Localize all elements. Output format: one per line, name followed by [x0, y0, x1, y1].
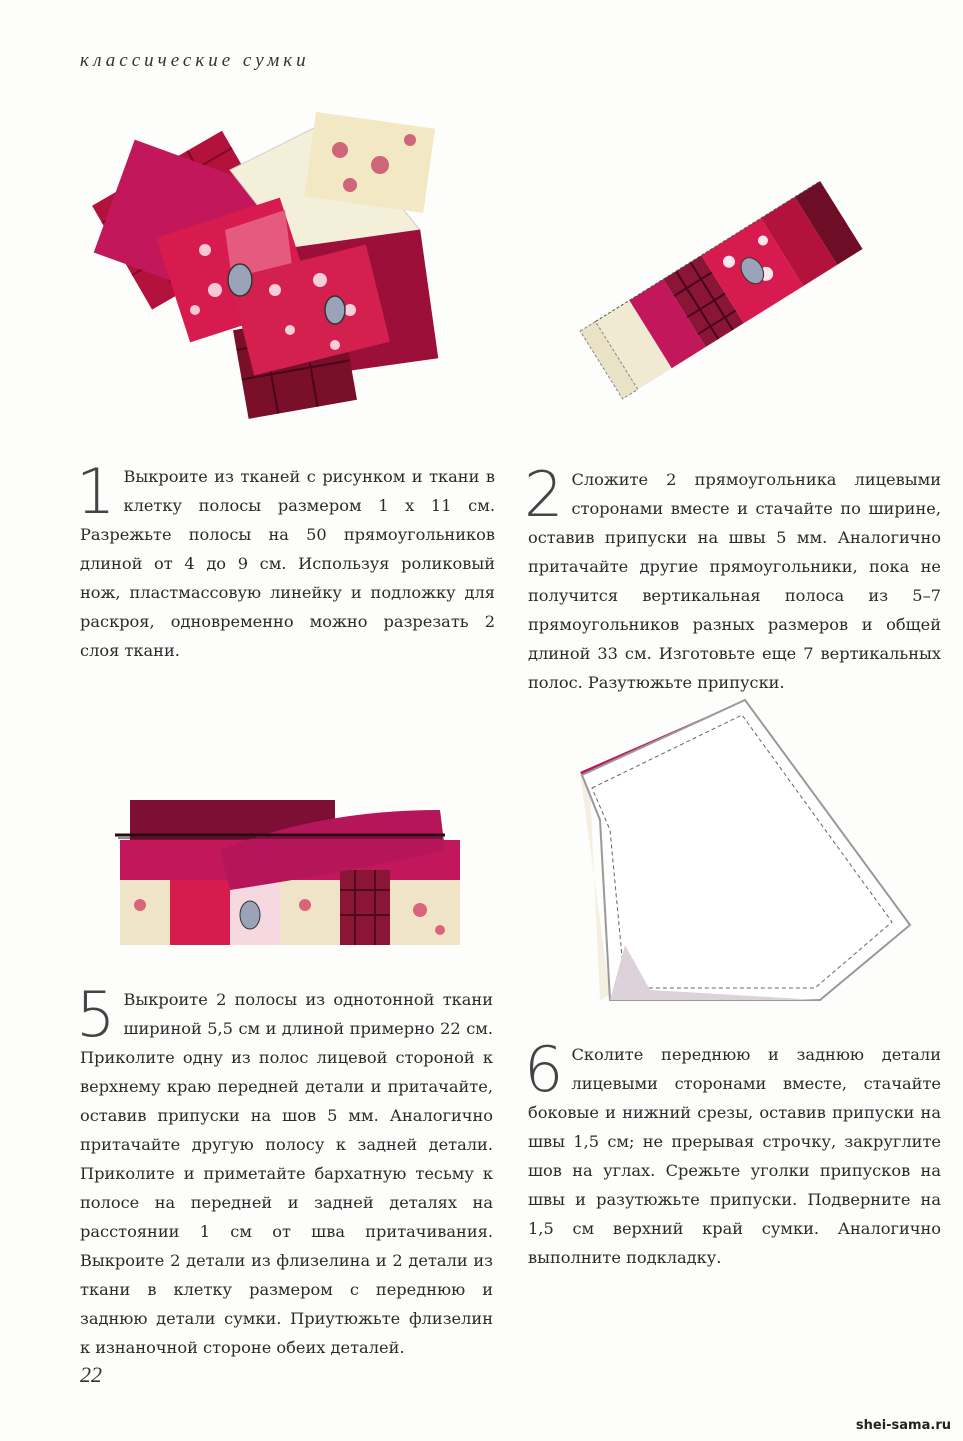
- step-text: Сложите 2 прямоугольника лицевыми сторонами вместе и стачайте по ширине, оставив припуски на швы 5 мм. Аналогично притачайте другие прямоугольники, пока не получится вертикальная полоса из 5–7 прямоугольников разных размеров и общей длиной 33 см. Изготовьте еще 7 вертикальных полос. Разутюжьте припуски.: [528, 470, 941, 692]
- step-5: [76, 978, 493, 1362]
- step-6: [524, 1033, 941, 1272]
- step-text: Сколите переднюю и заднюю детали лицевыми сторонами вместе, стачайте боковые и нижний срезы, оставив припуски на швы 1,5 см; не прерывая строчку, закруглите шов на углах. Срежьте уголки припусков на швы и разутюжьте припуски. Подверните на 1,5 см верхний край сумки. Аналогично выполните подкладку.: [528, 1045, 941, 1267]
- step-number: 2: [524, 458, 564, 531]
- bag-front-illustration: [100, 790, 470, 950]
- step-number: 6: [524, 1033, 564, 1106]
- step-text: Выкроите из тканей с рисунком и ткани в клетку полосы размером 1 х 11 см. Разрежьте полосы на 50 прямоугольников длиной от 4 до 9 см. Используя роликовый нож, пластмассовую линейку и подложку для раскроя, одновременно можно разрезать 2 слоя ткани.: [80, 467, 495, 660]
- step-2: [524, 458, 941, 697]
- patchwork-strip-illustration: [575, 150, 865, 420]
- fabric-pieces-illustration: [90, 110, 450, 420]
- sewn-bag-illustration: [570, 690, 920, 1015]
- step-number: 1: [76, 455, 116, 528]
- step-text: Выкроите 2 полосы из однотонной ткани шириной 5,5 см и длиной примерно 22 см. Приколите одну из полос лицевой стороной к верхнему краю передней детали и притачайте, оставив припуски на шов 5 мм. Аналогично притачайте другую полосу к задней детали. Приколите и приметайте бархатную тесьму к полосе на передней и задней деталях на расстоянии 1 см от шва притачивания. Выкроите 2 детали из флизелина и 2 детали из ткани в клетку размером с переднюю и заднюю детали сумки. Приутюжьте флизелин к изнаночной стороне обеих деталей.: [80, 990, 493, 1357]
- watermark: shei-sama.ru: [855, 1418, 951, 1433]
- step-1: [76, 455, 495, 665]
- page-number: 22: [80, 1362, 102, 1387]
- section-title: классические сумки: [80, 50, 310, 71]
- step-number: 5: [76, 978, 116, 1051]
